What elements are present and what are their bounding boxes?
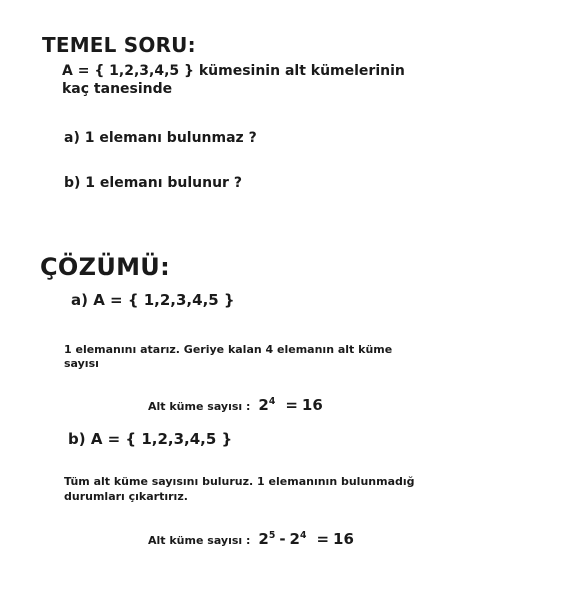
solution-a-base: 2: [258, 396, 269, 414]
solution-a-set: a) A = { 1,2,3,4,5 }: [71, 291, 235, 309]
solution-b-exponent-2: 4: [299, 530, 307, 541]
solution-a-formula-expression: [258, 396, 322, 414]
page-title: TEMEL SORU:: [42, 33, 196, 57]
solution-b-minus: -: [279, 530, 286, 548]
problem-statement-line-2: kaç tanesinde: [62, 81, 173, 97]
solution-b-base-2: 2: [289, 530, 300, 548]
solution-a-exponent: 4: [268, 396, 276, 407]
solution-a-equals: =: [285, 396, 298, 414]
solution-b-formula-expression: [258, 530, 354, 548]
solution-b-formula: [148, 530, 354, 548]
solution-b-formula-label: Alt küme sayısı :: [148, 534, 251, 547]
question-a: a) 1 elemanı bulunmaz ?: [64, 130, 257, 146]
solution-b-explanation-line-1: Tüm alt küme sayısını buluruz. 1 elemanının bulunmadığ: [64, 475, 415, 488]
solution-a-explanation-line-1: 1 elemanını atarız. Geriye kalan 4 elemanın alt küme: [64, 343, 393, 356]
solution-a-explanation-line-2: sayısı: [64, 357, 99, 370]
solution-b-base-1: 2: [258, 530, 269, 548]
solution-b-explanation-line-2: durumları çıkartırız.: [64, 490, 188, 503]
solution-b-equals: =: [316, 530, 330, 548]
solution-a-formula: [148, 396, 323, 414]
solution-b-exponent-1: 5: [268, 530, 276, 541]
solution-b-result: 16: [333, 530, 354, 548]
problem-statement-line-1: A = { 1,2,3,4,5 } kümesinin alt kümelerinin: [62, 63, 405, 79]
solution-title: ÇÖZÜMÜ:: [40, 253, 170, 281]
solution-b-set: b) A = { 1,2,3,4,5 }: [68, 430, 233, 448]
question-b: b) 1 elemanı bulunur ?: [64, 175, 242, 191]
solution-a-formula-label: Alt küme sayısı :: [148, 400, 251, 413]
solution-a-result: 16: [301, 396, 323, 414]
